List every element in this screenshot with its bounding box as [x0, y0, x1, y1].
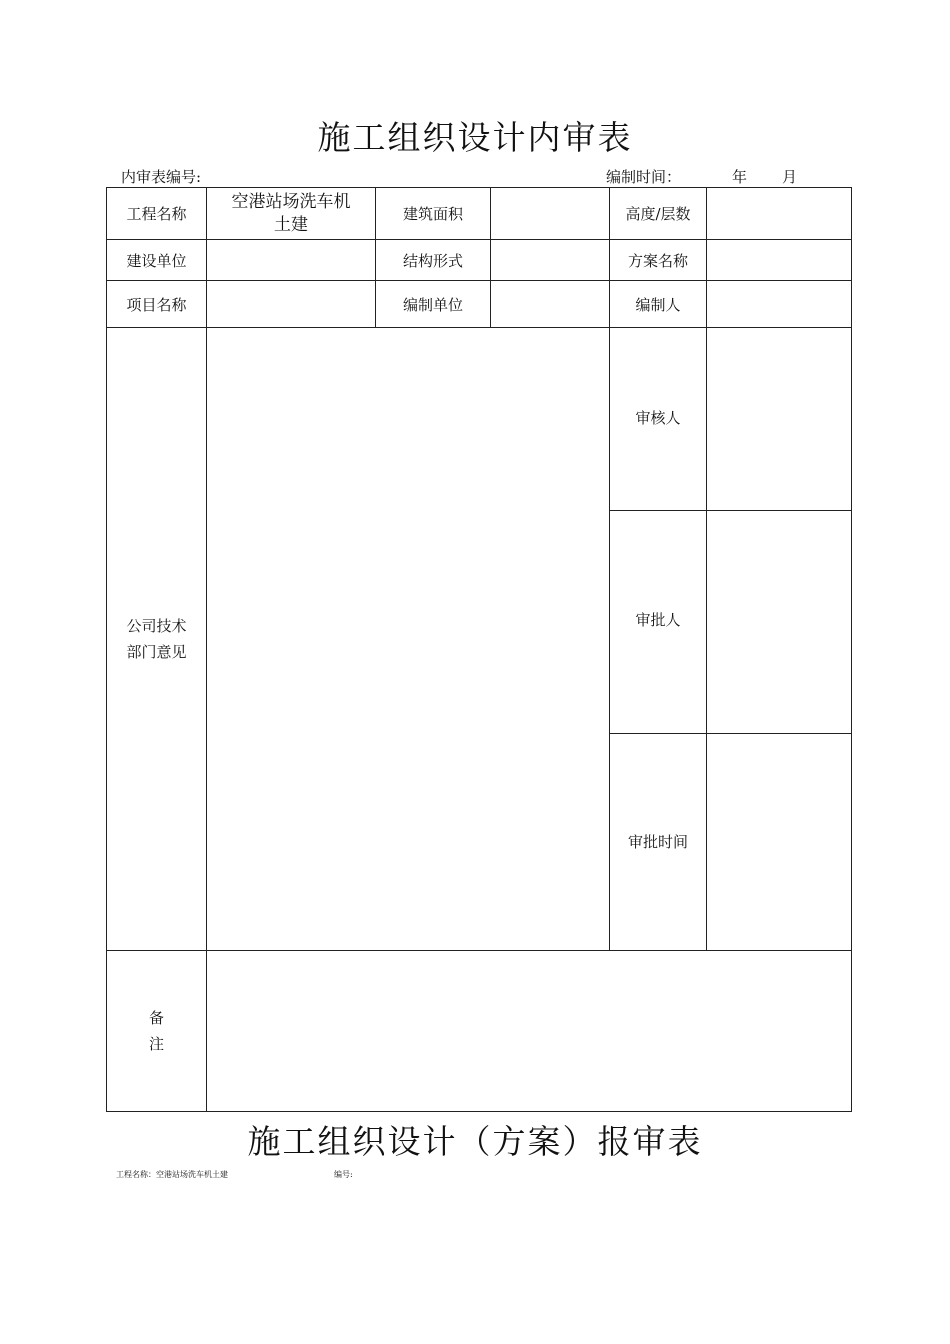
month-label: 月: [782, 168, 798, 186]
serial-number-label: 内审表编号:: [121, 168, 202, 186]
approval-time-label: 审批时间: [610, 734, 707, 951]
compiling-unit-field[interactable]: [491, 281, 610, 328]
approver-label: 审批人: [610, 511, 707, 734]
remarks-label: [107, 951, 207, 1112]
table-row: [107, 951, 852, 1112]
structure-form-label: 结构形式: [376, 240, 491, 281]
project-name-value-line2: 土建: [274, 214, 308, 235]
remarks-line2: 注: [148, 1035, 164, 1053]
compile-date-field: [606, 166, 798, 187]
project-name-value: [207, 188, 376, 240]
table-row: [107, 188, 852, 240]
building-area-field[interactable]: [491, 188, 610, 240]
tech-dept-opinion-field[interactable]: [207, 328, 610, 951]
compiler-label: 编制人: [610, 281, 707, 328]
compile-date-label: 编制时间：: [606, 168, 682, 186]
project-name-label: 工程名称: [107, 188, 207, 240]
year-label: 年: [732, 168, 748, 186]
remarks-field[interactable]: [207, 951, 852, 1112]
submission-form-title: 施工组织设计（方案）报审表: [247, 1122, 703, 1161]
compiler-field[interactable]: [707, 281, 852, 328]
height-floors-label: 高度/层数: [610, 188, 707, 240]
approver-field[interactable]: [707, 511, 852, 734]
submission-project-name: 工程名称：空港站场洗车机土建: [116, 1170, 228, 1179]
table-row: [107, 328, 852, 511]
structure-form-field[interactable]: [491, 240, 610, 281]
building-area-label: 建筑面积: [376, 188, 491, 240]
internal-review-table: [106, 187, 852, 1112]
remarks-line1: 备: [148, 1009, 164, 1027]
tech-dept-opinion-label: [107, 328, 207, 951]
tech-dept-opinion-line2: 部门意见: [126, 643, 187, 661]
approval-time-field[interactable]: [707, 734, 852, 951]
plan-name-label: 方案名称: [610, 240, 707, 281]
compiling-unit-label: 编制单位: [376, 281, 491, 328]
item-name-label: 项目名称: [107, 281, 207, 328]
tech-dept-opinion-line1: 公司技术: [126, 617, 187, 635]
reviewer-label: 审核人: [610, 328, 707, 511]
construction-unit-label: 建设单位: [107, 240, 207, 281]
plan-name-field[interactable]: [707, 240, 852, 281]
height-floors-field[interactable]: [707, 188, 852, 240]
construction-unit-field[interactable]: [207, 240, 376, 281]
reviewer-field[interactable]: [707, 328, 852, 511]
submission-number-label: 编号:: [334, 1170, 353, 1179]
internal-review-form-title: 施工组织设计内审表: [317, 118, 633, 157]
project-name-value-line1: 空港站场洗车机: [231, 191, 351, 212]
table-row: [107, 240, 852, 281]
item-name-field[interactable]: [207, 281, 376, 328]
table-row: [107, 281, 852, 328]
